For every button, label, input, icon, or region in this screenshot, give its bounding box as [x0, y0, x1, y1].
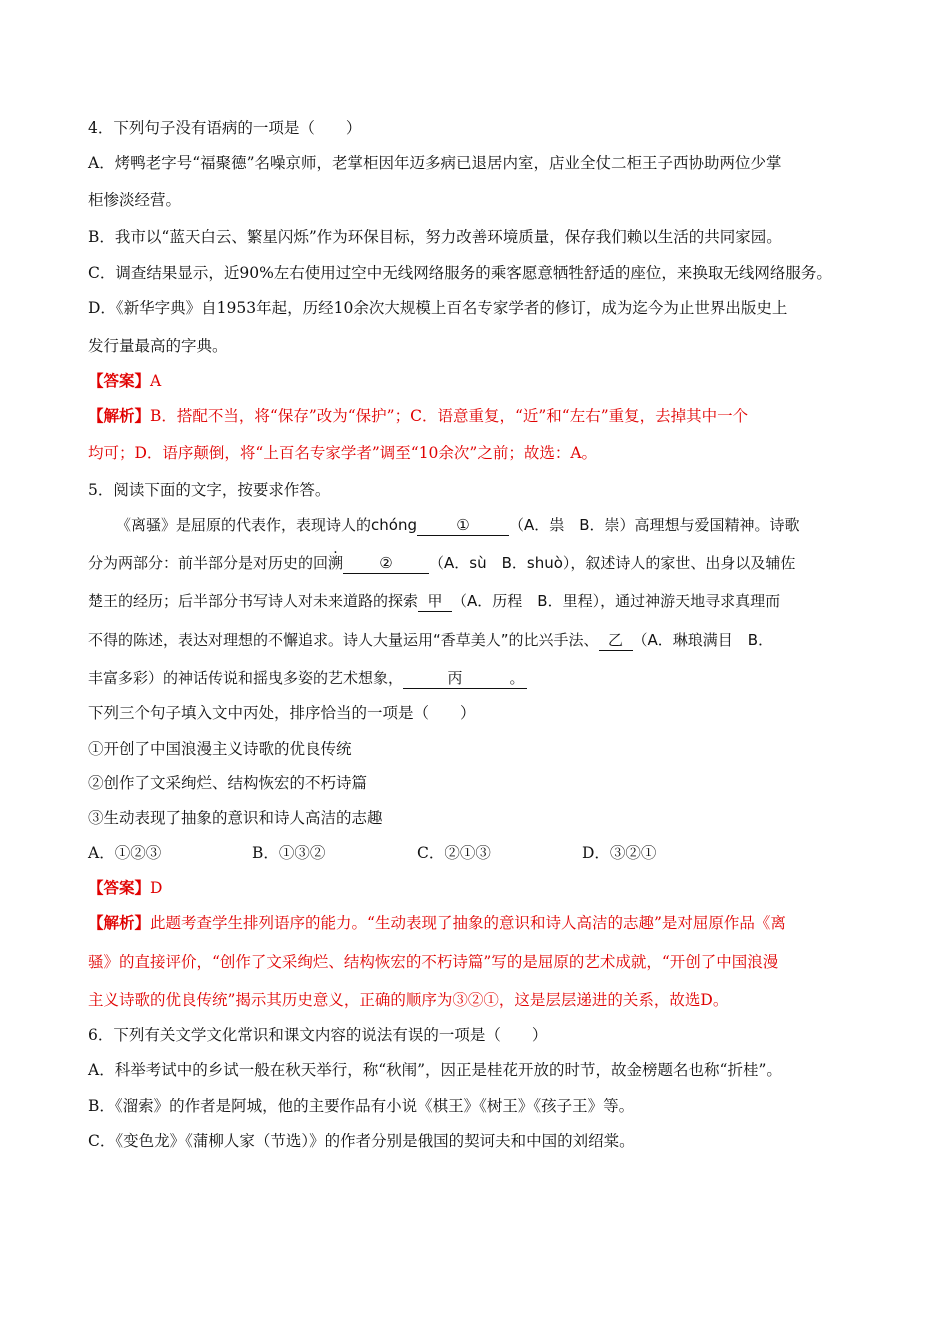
- q5-analysis-line2: 骚》的直接评价，“创作了文采绚烂、结构恢宏的不朽诗篇”写的是屈原的艺术成就，“开创了中国浪漫: [88, 953, 779, 971]
- q5-analysis-line1: [88, 913, 786, 933]
- q5-sentence-3: ③生动表现了抽象的意识和诗人高洁的志趣: [88, 809, 383, 827]
- q4-option-b: B．我市以“蓝天白云、繁星闪烁”作为环保目标，努力改善环境质量，保存我们赖以生活的共同家园。: [88, 228, 782, 246]
- q6-option-a: A．科举考试中的乡试一般在秋天举行，称“秋闱”，因正是桂花开放的时节，故金榜题名也称“折桂”。: [88, 1061, 782, 1079]
- dotted-character: 溯: [328, 554, 344, 572]
- q4-option-a-line1: A．烤鸭老字号“福聚德”名噪京师，老掌柜因年迈多病已退居内室，店业全仗二柜王子西协助两位少掌: [88, 154, 782, 172]
- passage-text: （A．sù B．shuò），叙述诗人的家世、出身以及辅佐: [429, 554, 796, 572]
- q4-analysis-line1: [88, 406, 748, 426]
- pinyin: chóng: [371, 516, 417, 534]
- q5-sentence-2: ②创作了文采绚烂、结构恢宏的不朽诗篇: [88, 774, 368, 792]
- q4-option-a-line2: 柜惨淡经营。: [88, 191, 182, 209]
- answer-value: D: [150, 879, 163, 897]
- passage-text: （A．琳琅满目 B．: [632, 631, 774, 649]
- answer-value: A: [150, 372, 162, 390]
- q4-stem: 4．下列句子没有语病的一项是（ ）: [88, 119, 362, 137]
- passage-text: 分为两部分：前半部分是对历史的回: [88, 554, 329, 572]
- blank-bing: 丙: [403, 668, 507, 689]
- passage-text: 《离骚》是屈原的代表作，表现诗人的: [116, 516, 372, 534]
- q6-option-b: B．《溜索》的作者是阿城，他的主要作品有小说《棋王》《树王》《孩子王》等。: [88, 1097, 635, 1115]
- analysis-label: 【解析】: [88, 913, 151, 932]
- q4-answer: [88, 371, 161, 391]
- passage-text: 不得的陈述，表达对理想的不懈追求。诗人大量运用“香草美人”的比兴手法、: [88, 631, 599, 649]
- q5-analysis-line3: 主义诗歌的优良传统”揭示其历史意义，正确的顺序为③②①，这是层层递进的关系，故选D。: [88, 991, 729, 1009]
- q5-passage-line1: [116, 515, 800, 536]
- q5-passage-line5: [88, 668, 527, 689]
- blank-1: ①: [417, 515, 509, 536]
- q5-passage-line2: [88, 553, 795, 574]
- q5-option-d: D．③②①: [582, 844, 657, 862]
- q5-sub-stem: 下列三个句子填入文中丙处，排序恰当的一项是（ ）: [88, 704, 476, 722]
- answer-label: 【答案】: [88, 878, 151, 897]
- passage-text: 丰富多彩）的神话传说和摇曳多姿的艺术想象，: [88, 669, 404, 687]
- q4-option-d-line1: D．《新华字典》自1953年起，历经10余次大规模上百名专家学者的修订，成为迄今为止世界出版史上: [88, 299, 788, 317]
- q6-stem: 6．下列有关文学文化常识和课文内容的说法有误的一项是（ ）: [88, 1026, 548, 1044]
- q5-stem: 5．阅读下面的文字，按要求作答。: [88, 481, 331, 499]
- passage-text: 楚王的经历；后半部分书写诗人对未来道路的探索: [88, 592, 419, 610]
- q5-passage-line4: [88, 630, 773, 651]
- q5-sentence-1: ①开创了中国浪漫主义诗歌的优良传统: [88, 740, 352, 758]
- blank-2: ②: [343, 553, 429, 574]
- q4-option-c: C．调查结果显示，近90%左右使用过空中无线网络服务的乘客愿意牺牲舒适的座位，来换取无线网络服务。: [88, 264, 832, 282]
- passage-text: （A．历程 B．里程），通过神游天地寻求真理而: [452, 592, 781, 610]
- q5-passage-line3: [88, 591, 780, 612]
- q4-analysis-line2: 均可；D．语序颠倒，将“上百名专家学者”调至“10余次”之前；故选：A。: [88, 444, 598, 462]
- q5-option-c: C．②①③: [417, 844, 491, 862]
- blank-yi: 乙: [599, 630, 633, 651]
- analysis-label: 【解析】: [88, 406, 151, 425]
- q5-option-a: A．①②③: [88, 844, 162, 862]
- analysis-text: B．搭配不当，将“保存”改为“保护”；C．语意重复，“近”和“左右”重复，去掉其中一个: [150, 407, 749, 425]
- answer-label: 【答案】: [88, 371, 151, 390]
- passage-end: 。: [507, 668, 527, 689]
- q5-option-b: B．①③②: [252, 844, 326, 862]
- q4-option-d-line2: 发行量最高的字典。: [88, 337, 228, 355]
- q5-answer: [88, 878, 162, 898]
- passage-text: （A．祟 B．崇）高理想与爱国精神。诗歌: [508, 516, 800, 534]
- q6-option-c: C．《变色龙》《蒲柳人家（节选）》的作者分别是俄国的契诃夫和中国的刘绍棠。: [88, 1132, 635, 1150]
- blank-jia: 甲: [418, 591, 452, 612]
- analysis-text: 此题考查学生排列语序的能力。“生动表现了抽象的意识和诗人高洁的志趣”是对屈原作品《离: [150, 914, 786, 932]
